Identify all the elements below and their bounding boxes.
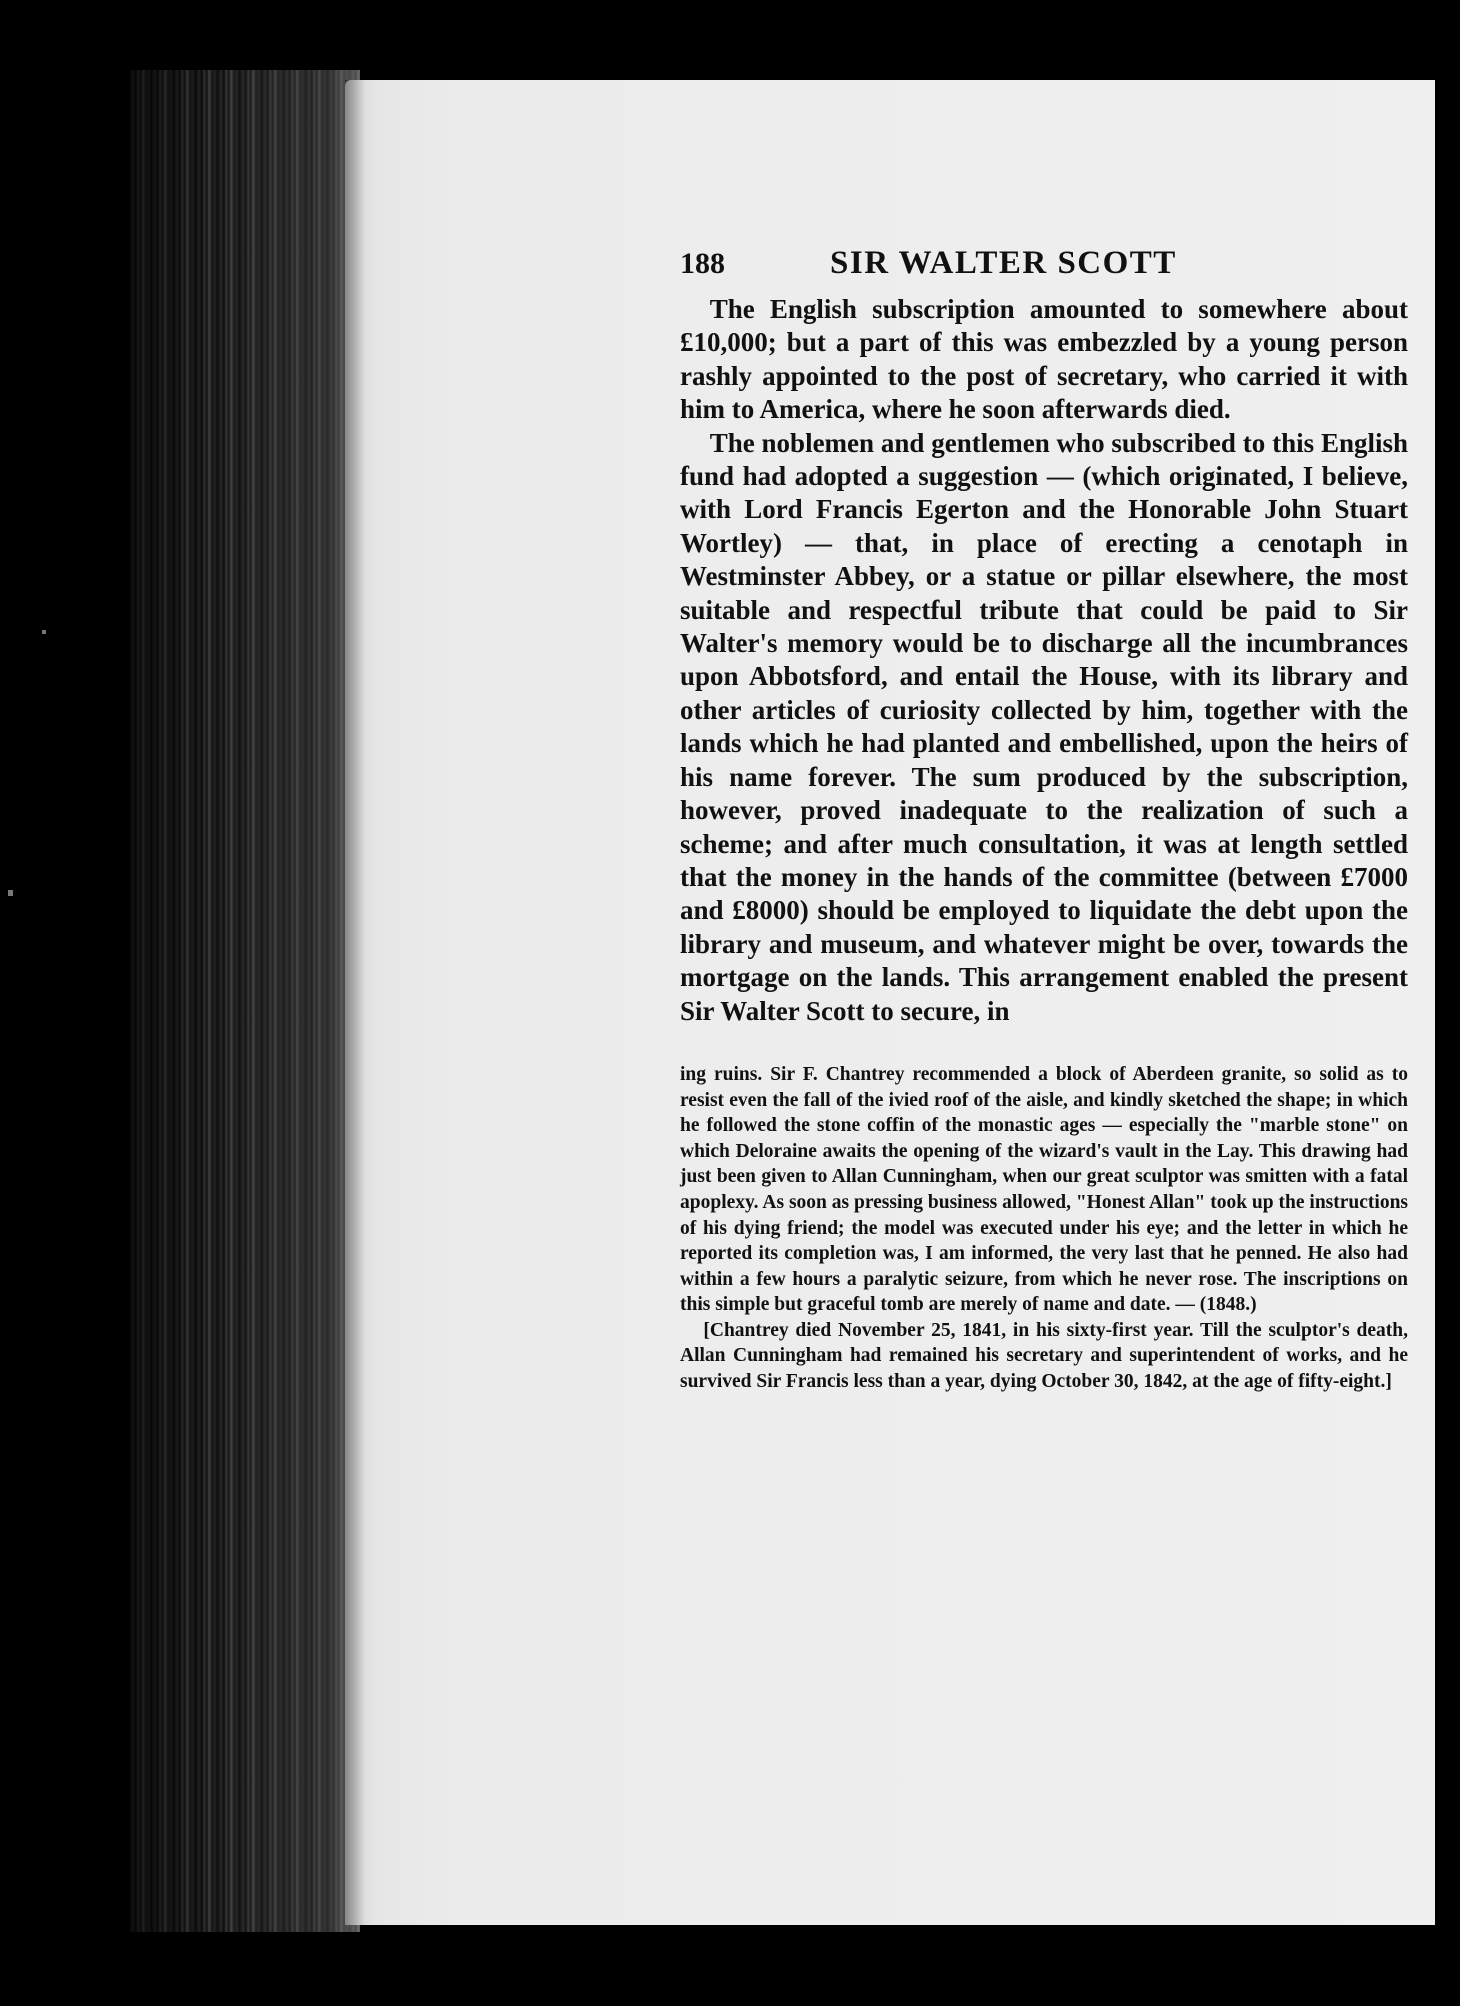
body-paragraph: The noblemen and gentlemen who subscribed to this English fund had adopted a suggestion — (which originated, I believe, with Lord Francis Egerton and the Honorable John Stuart Wortley) — that, in place of erecting a cenotaph in Westminster Abbey, or a statue or pillar elsewhere, the most suitable and respectful tribute that could be paid to Sir Walter's memory would be to discharge all the incumbrances upon Abbotsford, and entail the House, with its library and other articles of curiosity collected by him, together with the lands which he had planted and embellished, upon the heirs of his name forever. The sum produced by the subscription, however, proved inadequate to the realization of such a scheme; and after much consultation, it was at length settled that the money in the hands of the committee (between £7000 and £8000) should be employed to liquidate the debt upon the library and museum, and whatever might be over, towards the mortgage on the lands. This arrangement enabled the present Sir Walter Scott to secure, in [680,427,1408,1026]
running-head [680,245,1408,285]
book-page-edges [130,70,360,1932]
body-paragraph: The English subscription amounted to somewhere about £10,000; but a part of this was embezzled by a young person rashly appointed to the post of secretary, who carried it with him to America, where he soon afterwards died. [680,294,1408,425]
footnote [680,1062,1408,1395]
speck-mark [8,890,13,896]
page-content [680,245,1408,1395]
footnote-paragraph: [Chantrey died November 25, 1841, in his sixty-first year. Till the sculptor's death, Allan Cunningham had remained his secretary and superintendent of works, and he survived Sir Francis less than a year, dying October 30, 1842, at the age of fifty-eight.] [680,1319,1408,1393]
page-number: 188 [680,247,725,280]
running-title: SIR WALTER SCOTT [830,245,1177,281]
body-text [680,293,1408,1028]
speck-mark [42,630,46,634]
footnote-paragraph: ing ruins. Sir F. Chantrey recommended a block of Aberdeen granite, so solid as to resist even the fall of the ivied roof of the aisle, and kindly sketched the shape; in which he followed the stone coffin of the monastic ages — especially the "marble stone" on which Deloraine awaits the opening of the wizard's vault in the Lay. This drawing had just been given to Allan Cunningham, when our great sculptor was smitten with a fatal apoplexy. As soon as pressing business allowed, "Honest Allan" took up the instructions of his dying friend; the model was executed under his eye; and the letter in which he reported its completion was, I am informed, the very last that he penned. He also had within a few hours a paralytic seizure, from which he never rose. The inscriptions on this simple but graceful tomb are merely of name and date. — (1848.) [680,1063,1408,1316]
gutter-shadow [345,80,365,1925]
